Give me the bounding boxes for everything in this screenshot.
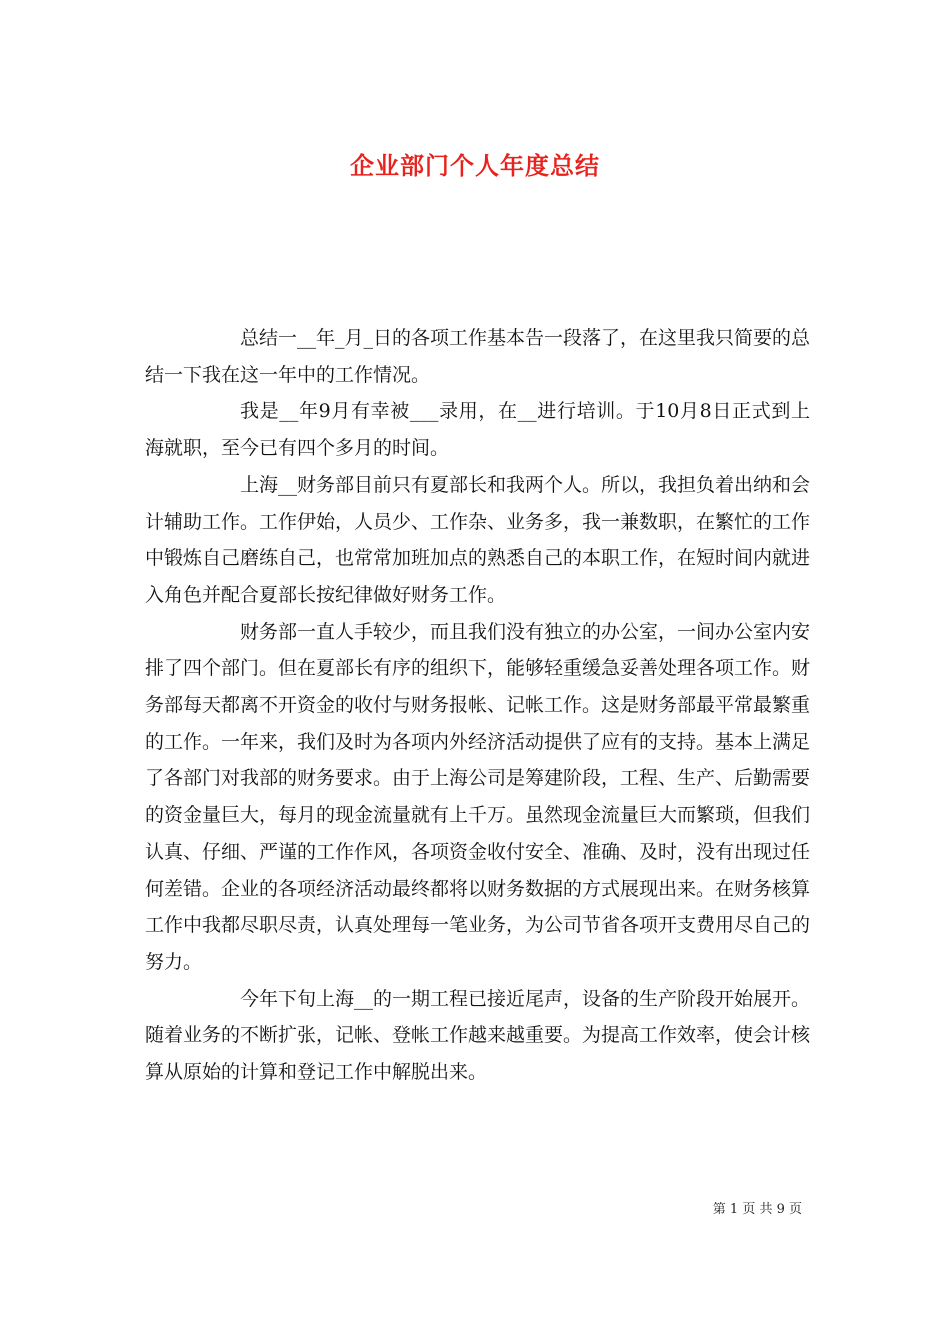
paragraph-1: 总结一__年_月_日的各项工作基本告一段落了，在这里我只简要的总结一下我在这一年中的工作情况。 bbox=[145, 327, 811, 386]
document-body bbox=[145, 320, 810, 1091]
paragraph-4: 财务部一直人手较少，而且我们没有独立的办公室，一间办公室内安排了四个部门。但在夏部长有序的组织下，能够轻重缓急妥善处理各项工作。财务部每天都离不开资金的收付与财务报帐、记帐工作。这是财务部最平常最繁重的工作。一年来，我们及时为各项内外经济活动提供了应有的支持。基本上满足了各部门对我部的财务要求。由于上海公司是筹建阶段，工程、生产、后勤需要的资金量巨大，每月的现金流量就有上千万。虽然现金流量巨大而繁琐，但我们认真、仔细、严谨的工作作风，各项资金收付安全、准确、及时，没有出现过任何差错。企业的各项经济活动最终都将以财务数据的方式展现出来。在财务核算工作中我都尽职尽责，认真处理每一笔业务，为公司节省各项开支费用尽自己的努力。 bbox=[145, 620, 811, 973]
page-number: 第 1 页 共 9 页 bbox=[712, 1202, 802, 1217]
paragraph-2: 我是__年9月有幸被___录用，在__进行培训。于10月8日正式到上海就职，至今已有四个多月的时间。 bbox=[145, 400, 810, 460]
paragraph-3: 上海__财务部目前只有夏部长和我两个人。所以，我担负着出纳和会计辅助工作。工作伊始，人员少、工作杂、业务多，我一兼数职，在繁忙的工作中锻炼自己磨练自己，也常常加班加点的熟悉自己的本职工作，在短时间内就进入角色并配合夏部长按纪律做好财务工作。 bbox=[145, 473, 811, 606]
paragraph-5: 今年下旬上海__的一期工程已接近尾声，设备的生产阶段开始展开。随着业务的不断扩张，记帐、登帐工作越来越重要。为提高工作效率，使会计核算从原始的计算和登记工作中解脱出来。 bbox=[145, 987, 811, 1084]
document-title: 企业部门个人年度总结 bbox=[350, 151, 600, 181]
